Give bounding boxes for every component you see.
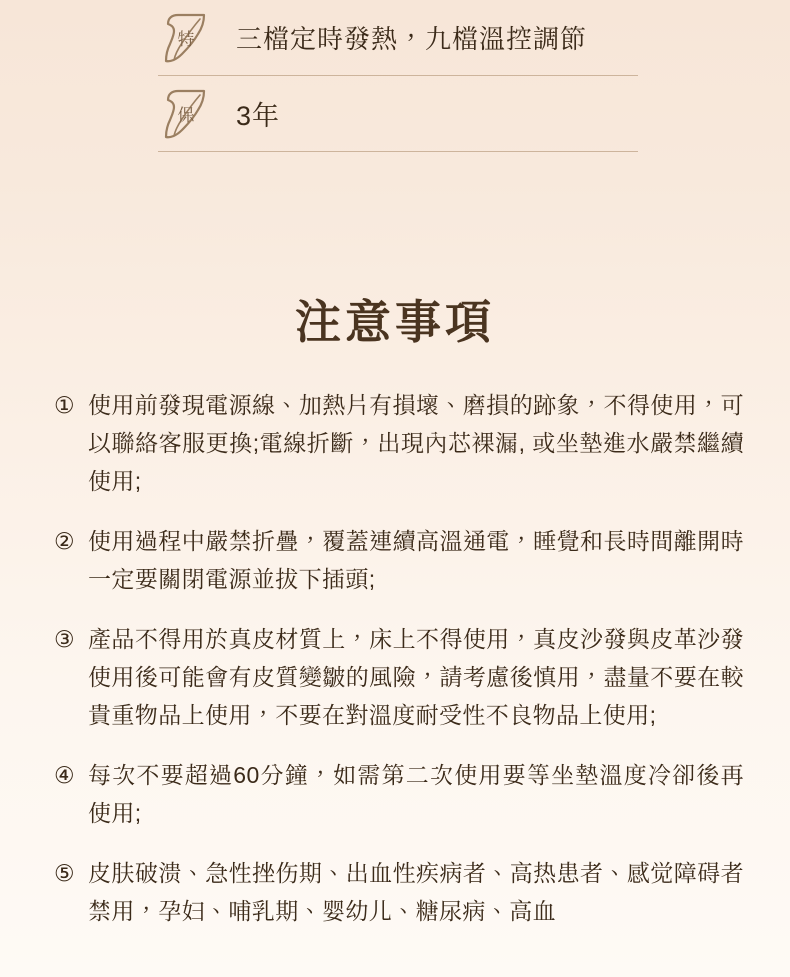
list-item-number: ③ xyxy=(54,626,75,652)
list-item xyxy=(54,854,744,930)
leaf-tag-icon xyxy=(158,86,214,142)
list-item-number: ② xyxy=(54,528,75,554)
list-item-text: 使用過程中嚴禁折疊，覆蓋連續高溫通電，睡覺和長時間離開時一定要關閉電源並拔下插頭; xyxy=(88,528,744,592)
list-item-number: ① xyxy=(54,392,75,418)
list-item-number: ⑤ xyxy=(54,860,75,886)
badge-label: 保 xyxy=(177,106,195,125)
list-item-text: 每次不要超過60分鐘，如需第二次使用要等坐墊溫度冷卻後再使用; xyxy=(88,762,744,826)
spec-value-feature: 三檔定時發熱，九檔溫控調節 xyxy=(236,24,588,54)
spec-value-warranty: 3年 xyxy=(236,101,281,131)
list-item-text: 使用前發現電源線、加熱片有損壞、磨損的跡象，不得使用，可以聯絡客服更換;電線折斷，出現內芯裸漏, 或坐墊進水嚴禁繼續使用; xyxy=(88,392,744,494)
page-title: 注意事項 xyxy=(295,296,495,348)
notes-list xyxy=(54,386,744,952)
list-item xyxy=(54,620,744,734)
spec-row-warranty xyxy=(158,76,638,152)
list-item xyxy=(54,522,744,598)
list-item xyxy=(54,756,744,832)
list-item-text: 產品不得用於真皮材質上，床上不得使用，真皮沙發與皮革沙發使用後可能會有皮質變皺的風險，請考慮後慎用，盡量不要在較貴重物品上使用，不要在對溫度耐受性不良物品上使用; xyxy=(88,626,744,728)
badge-label: 特 xyxy=(177,30,195,49)
list-item-text: 皮肤破溃、急性挫伤期、出血性疾病者、高热患者、感觉障碍者禁用，孕妇、哺乳期、婴幼儿、糖尿病、高血 xyxy=(88,860,744,924)
spec-block xyxy=(158,0,638,152)
leaf-tag-icon xyxy=(158,10,214,66)
spec-row-feature xyxy=(158,0,638,76)
list-item-number: ④ xyxy=(54,762,75,788)
list-item xyxy=(54,386,744,500)
